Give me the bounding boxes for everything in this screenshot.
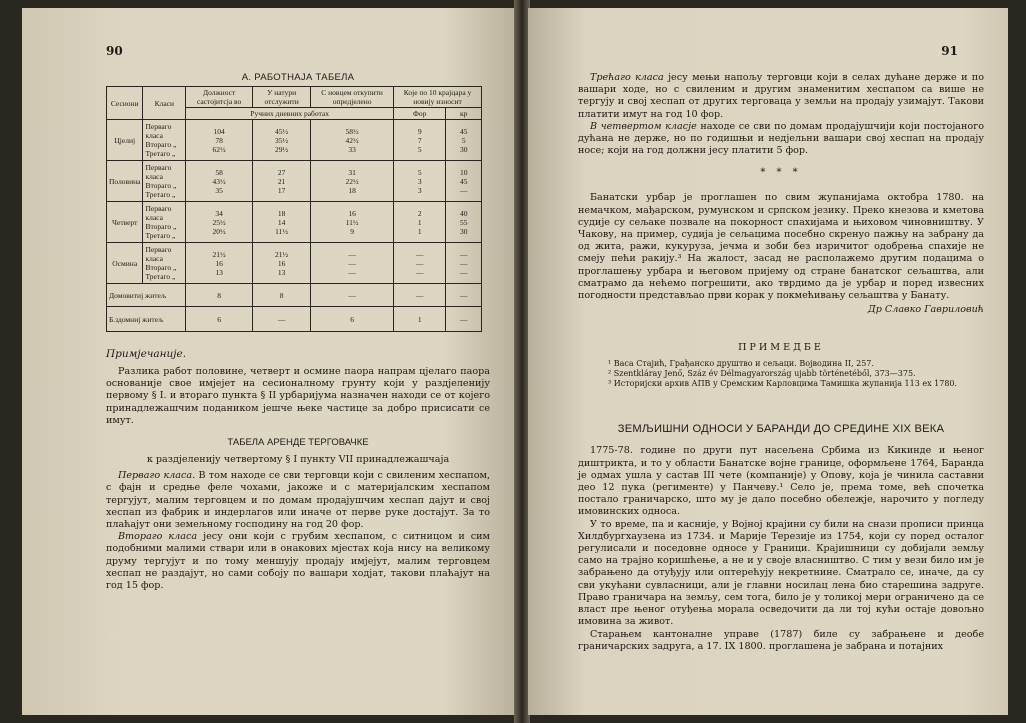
kr-cell-line: 5 <box>461 135 466 145</box>
house-label: Домовитиј житељ <box>107 284 186 307</box>
cell: — <box>253 307 311 332</box>
cell: 1 <box>394 307 446 332</box>
header-manual-days: Ручних дневних работах <box>186 108 394 120</box>
cash-cell-line: 31 <box>348 167 356 177</box>
cash-cell-line: — <box>348 267 356 277</box>
cash-cell-line: 9 <box>350 226 354 236</box>
in-kind-cell <box>253 120 311 161</box>
homeless-label: Б.здомниј житељ <box>107 307 186 332</box>
class-cell-line: Третаго „ <box>145 272 176 281</box>
table-row <box>107 284 482 307</box>
paragraph-first-class <box>106 470 490 531</box>
session-cell: Половина <box>107 161 143 202</box>
header-sessions: Сесиони <box>107 87 143 120</box>
lead-first-class: Перваго класа. <box>118 470 196 482</box>
class-cell-line: Третаго „ <box>145 190 176 199</box>
kr-cell-line: 45 <box>459 126 468 136</box>
cell: 6 <box>311 307 394 332</box>
text-fourth-class: находе се сви по домам продајушчији који постојаного дућана не держе, но по годишњи и недјельни вашари свој хеспап на продају носе; који на год должни јесу платити 5 фор. <box>578 120 984 157</box>
lead-third-class: Трећаго класа <box>590 72 664 83</box>
cash-cell-line: 58½ <box>345 126 359 136</box>
in-kind-cell-line: 21 <box>277 176 286 186</box>
obligation-cell <box>186 120 253 161</box>
for-cell-line: — <box>415 249 424 259</box>
kr-cell <box>446 243 482 284</box>
obligation-cell <box>186 202 253 243</box>
kr-cell <box>446 202 482 243</box>
lead-fourth-class: В четвертом класје <box>590 120 697 132</box>
cash-cell <box>311 120 394 161</box>
obligation-cell-line: 104 <box>213 126 225 136</box>
obligation-cell-line: 43½ <box>212 176 226 186</box>
header-cash: С новцем откупити опредјелено <box>311 87 394 108</box>
kr-cell-line: 40 <box>459 208 468 218</box>
obligation-cell-line: 16 <box>215 258 223 268</box>
class-cell-line: Перваго класа <box>145 163 172 181</box>
session-cell: Четверт <box>107 202 143 243</box>
kr-cell-line: — <box>459 267 468 277</box>
in-kind-cell <box>253 161 311 202</box>
for-cell <box>394 120 446 161</box>
text-second-class: јесу они који с грубим хеспапом, с ситницом и сим подобними малими ствари или в онакових мјестах која нису на великому друму тергујут и по тому меншују продају имјејут, малим терговцем хеспап не раздајут, но сами собоју по вашари ходјат, такови плаћајут на год 15 фор. <box>106 531 491 592</box>
cash-cell-line: — <box>348 258 356 268</box>
notes-paragraph: Разлика работ половине, четверт и осмине паора напрам цјелаго паора основаније свое имјејет на сесионалному грунту који у раздјеленију первому § I. и втораго пункта § II урбаријума назначен находи се от којего принадлежашчим подаником јешче њеке частице за добро присисати се имут. <box>106 366 490 426</box>
paragraph-third-class <box>578 72 984 121</box>
for-cell-line: 5 <box>417 167 422 177</box>
table-row <box>107 307 482 332</box>
class-cell-line: Втораго „ <box>145 140 177 149</box>
kr-cell <box>446 161 482 202</box>
obligation-cell-line: 13 <box>215 267 223 277</box>
class-cell-line: Втораго „ <box>145 181 177 190</box>
for-cell <box>394 161 446 202</box>
section-divider: * * * <box>760 167 802 179</box>
cash-cell-line: — <box>348 249 356 259</box>
for-cell <box>394 243 446 284</box>
paragraph-second-class <box>106 531 490 592</box>
obligation-cell-line: 20½ <box>212 226 226 236</box>
cell: 6 <box>186 307 253 332</box>
cell: 8 <box>186 284 253 307</box>
table-row <box>107 161 482 202</box>
class-cell-line: Перваго класа <box>145 204 172 222</box>
kr-cell-line: 30 <box>459 226 468 236</box>
class-cell-line: Третаго „ <box>145 231 176 240</box>
kr-cell <box>446 120 482 161</box>
table-title: А. РАБОТНАЈА ТАБЕЛА <box>241 72 355 83</box>
in-kind-cell-line: 45½ <box>275 126 289 136</box>
in-kind-cell-line: 17 <box>277 185 286 195</box>
in-kind-cell-line: 21½ <box>275 249 289 259</box>
kr-cell-line: — <box>459 185 468 195</box>
notes-heading: Примјечаније. <box>106 348 187 360</box>
for-cell-line: 5 <box>417 144 422 154</box>
kr-cell-line: 55 <box>459 217 468 227</box>
cash-cell <box>311 243 394 284</box>
cell: — <box>446 307 482 332</box>
in-kind-cell <box>253 202 311 243</box>
section-title: ЗЕМЉИШНИ ОДНОСИ У БАРАНДИ ДО СРЕДИНЕ XIX ВЕКА <box>617 423 945 436</box>
cash-cell-line: 16 <box>348 208 356 218</box>
class-cell <box>143 243 186 284</box>
cash-cell-line: 42½ <box>345 135 359 145</box>
for-cell-line: 3 <box>417 185 422 195</box>
cash-cell-line: 33 <box>348 144 356 154</box>
table-row <box>107 202 482 243</box>
header-for: Фор <box>394 108 446 120</box>
in-kind-cell-line: 27 <box>277 167 286 177</box>
kr-cell-line: 10 <box>459 167 468 177</box>
cell: — <box>394 284 446 307</box>
obligation-cell-line: 25½ <box>212 217 226 227</box>
text-first-class: В том находе се сви терговци који с свиленим хеспапом, с фајн и средње феле чохами, јакоже и с материјалским хеспапом тергујут, малим терговцем и по домам продајушчим хеспап дајут и свој хеспап из фабрик и индерлагов или иначе от перве руке достајут. За то плаћајут они земељному господину на год 20 фор. <box>106 470 490 531</box>
paragraph-baranda-2: У то време, па и касније, у Војној крајини су били на снази прописи принца Хилдбургхаузена из 1734. и Марије Терезије из 1754, који су поред осталог регулисали и поседовне односе у Граници. Крајишници су добијали земљу само на трајно коришћење, а не и у своје власништво. С тим у вези било им је забрањено да отуђују или оптерећују некретнине. Сматрало се, иначе, да су сви укућани сувласници, али је главни носилац лена био старешина задруге. Право граничара на земљу, сем тога, било је у толикој мери ограничено да се власт пре њеног отуђења морала осведочити да ли тој кући остаје довољно имовина за живот. <box>578 518 984 628</box>
for-cell-line: 1 <box>417 217 422 227</box>
for-cell-line: 3 <box>417 176 422 186</box>
in-kind-cell-line: 35½ <box>275 135 289 145</box>
kr-cell-line: — <box>459 258 468 268</box>
class-cell-line: Перваго класа <box>145 245 172 263</box>
work-table <box>106 86 482 332</box>
header-kr: кр <box>446 108 482 120</box>
obligation-cell-line: 58 <box>215 167 223 177</box>
for-cell-line: 9 <box>417 126 422 136</box>
obligation-cell-line: 35 <box>215 185 223 195</box>
lead-second-class: Втораго класа <box>118 531 198 543</box>
footnote: ² Szentkláray Jenő, Száz év Délmagyarország ujabb történetéből, 373—375. <box>608 369 916 379</box>
class-cell-line: Перваго класа <box>145 122 172 140</box>
page-number-right: 91 <box>941 44 958 58</box>
paragraph-baranda-3: Старањем кантоналне управе (1787) биле су забрањене и деобе граничарских задруга, а 17. IX 1800. проглашена је забрана и потајних <box>578 628 984 652</box>
header-new-amount: Које по 10 крајцара у новију износит <box>394 87 482 108</box>
class-cell-line: Втораго „ <box>145 222 177 231</box>
for-cell <box>394 202 446 243</box>
obligation-cell <box>186 243 253 284</box>
session-cell: Цјелиј <box>107 120 143 161</box>
footnote: ¹ Васа Стајић, Грађанско друштво и сељаци. Војводина II, 257. <box>608 359 874 369</box>
obligation-cell-line: 62½ <box>212 144 226 154</box>
header-obligation: Должност састојитсја во <box>186 87 253 108</box>
in-kind-cell-line: 11½ <box>275 226 289 236</box>
paragraph-baranda-1: 1775-78. године по други пут насељена Србима из Кикинде и њеног диштрикта, и то у области Банатске војне границе, оформљене 1764, Баранда је одмах ушла у састав III чете (компаније) у Опову, која је чинила саставни део 12 пука (регименте) у Панчеву.¹ Село је, према томе, већ спочетка постало граничарско, што му је дало посебно обележје, нарочито у погледу имовинских односа. <box>578 445 984 518</box>
paragraph-banat: Банатски урбар је проглашен по свим жупанијама октобра 1780. на немачком, мађарском, румунском и српском језику. Преко кнезова и кметова судије су сељаке позвале на покорност спахијама и њиховом чиновништву. У Чакову, на пример, судија је сељацима посебно скренуо пажњу на забрану да од жита, ражи, кукуруза, јечма и зоби без изричитог одобрења спахије не смеју пећи ракију.³ На жалост, засад не располажемо другим подацима о проглашењу урбара и његовом пријему од стране банатског сељаштва, али сматрамо да нећемо погрешити, ако тврдимо да је урбар и поред извесних погодности представљао први корак у покмећивању сељаштва у Банату. <box>578 192 984 302</box>
kr-cell-line: 45 <box>459 176 468 186</box>
footnote: ³ Историјски архив АПВ у Сремским Карловцима Тамишка жупанија 113 ex 1780. <box>608 379 958 389</box>
obligation-cell-line: 34 <box>215 208 223 218</box>
in-kind-cell-line: 18 <box>277 208 286 218</box>
kr-cell-line: 30 <box>459 144 468 154</box>
cash-cell-line: 11½ <box>345 217 359 227</box>
cell: — <box>311 284 394 307</box>
obligation-cell-line: 78 <box>215 135 223 145</box>
in-kind-cell-line: 16 <box>277 258 286 268</box>
page-number-left: 90 <box>106 44 123 58</box>
cash-cell-line: 22½ <box>345 176 359 186</box>
header-classes: Класи <box>143 87 186 120</box>
class-cell <box>143 120 186 161</box>
class-cell <box>143 161 186 202</box>
cash-cell-line: 18 <box>348 185 356 195</box>
table2-subtitle: к раздјеленију четвертому § I пункту VII принадлежашчаја <box>146 454 450 466</box>
in-kind-cell-line: 14 <box>277 217 286 227</box>
left-page <box>22 8 516 715</box>
cash-cell <box>311 202 394 243</box>
session-cell: Осмина <box>107 243 143 284</box>
right-page <box>528 8 1008 715</box>
obligation-cell-line: 21½ <box>212 249 226 259</box>
for-cell-line: — <box>415 258 424 268</box>
table-row <box>107 120 482 161</box>
author-signature: Др Славко Гавриловић <box>867 304 984 316</box>
obligation-cell <box>186 161 253 202</box>
table-row <box>107 243 482 284</box>
for-cell-line: 7 <box>417 135 422 145</box>
for-cell-line: — <box>415 267 424 277</box>
for-cell-line: 2 <box>417 208 422 218</box>
table-body <box>107 120 482 284</box>
notes-title: ПРИМЕДБЕ <box>738 342 824 354</box>
table2-title: ТАБЕЛА АРЕНДЕ ТЕРГОВАЧКЕ <box>227 437 369 449</box>
class-cell-line: Третаго „ <box>145 149 176 158</box>
in-kind-cell <box>253 243 311 284</box>
in-kind-cell-line: 13 <box>277 267 286 277</box>
for-cell-line: 1 <box>417 226 422 236</box>
cash-cell <box>311 161 394 202</box>
cell: — <box>446 284 482 307</box>
in-kind-cell-line: 29½ <box>275 144 289 154</box>
class-cell <box>143 202 186 243</box>
cell: 8 <box>253 284 311 307</box>
kr-cell-line: — <box>459 249 468 259</box>
paragraph-fourth-class <box>578 121 984 158</box>
header-in-kind: У натури отслужити <box>253 87 311 108</box>
class-cell-line: Втораго „ <box>145 263 177 272</box>
text-third-class: јесу мењи напољу терговци који в селах дућане держе и по вашари ходе, но с свиленим и другим знаменитим хеспапом са више не тергују и свој хеспап от других терговаца у земљи на продају узимајут. Такови платити имут на год 10 фор. <box>578 72 984 120</box>
